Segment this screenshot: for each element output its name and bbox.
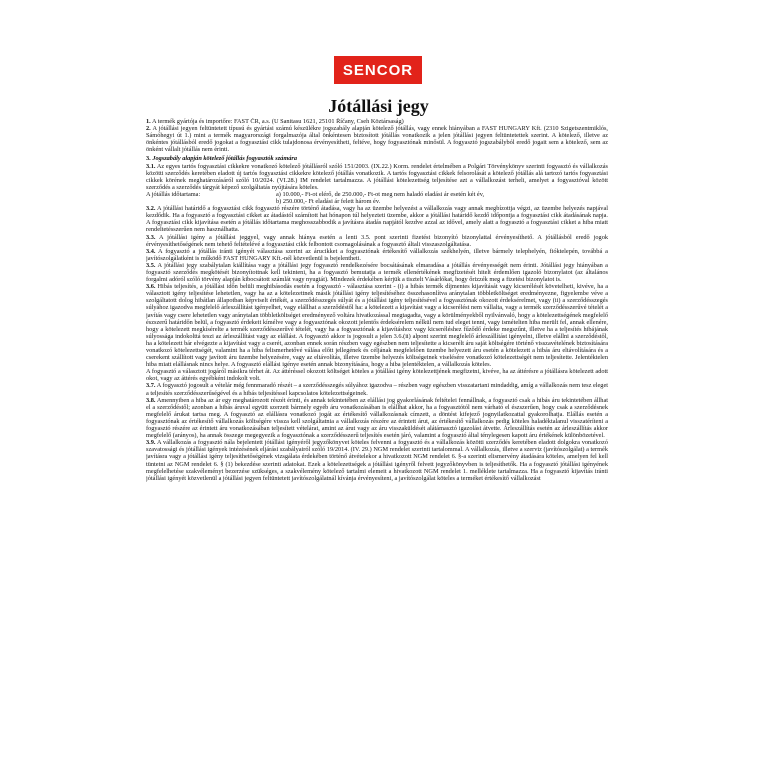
warranty-duration-b: b) 250.000,- Ft eladási ár felett három év. — [276, 198, 381, 206]
section-3-3 — [146, 234, 608, 248]
section-number: 3.8. — [146, 396, 156, 404]
section-3-1 — [146, 163, 608, 191]
section-text: A jótállási jegyen feltüntetett típusú és gyártási számú készülékre jogszabály alapján kötelező jótállás, vagy ennek hiányában a FAST HUNGARY Kft. (2310 Szigetszentmiklós, Sámóhegyi út 1.) mint a termék magyarországi forgalmazója által önkéntesen biztosított jótállás vonatkozik a jelen jótállási jegyen feltüntetettek szerint. A kötelező, illetve az önkéntes jótállásból eredő jogokat a fogyasztási cikk tulajdonosa érvényesítheti, feltéve, hogy fogyasztónak minősül. A fogyasztó jogszabályból eredő jogait sem a kötelező, sem az önként vállalt jótállás nem érinti. — [146, 125, 608, 154]
section-3-9 — [146, 439, 608, 482]
section-text: Amennyiben a hiba az ár egy meghatározott részét érinti, és annak tekintetében az elállási jog gyakorlásának feltételei fennállnak, a fogyasztó csak a hibás áru tekintetében állhat el a szerződéstől; azonban a hibás áruval együtt szerzett bármely egyéb áru vonatkozásában is elállhat akkor, ha a fogyasztótól nem várható el észszerűen, hogy csak a szerződésnek megfelelő árukat tartsa meg. A fogyasztó az elállásra vonatkozó jogát az értékesítő vállalkozásnak címzett, a döntést kifejező jognyilatkozattal gyakorolhatja. Elállás esetén a fogyasztónak az értékesítő vállalkozás költségére vissza kell szolgáltatnia a vállalkozás részére az érintett árut, az értékesítő vállalkozás pedig köteles haladéktalanul visszatéríteni a fogyasztó részére az érintett áru vonatkozásában teljesített vételárat, amint az árut vagy az áru visszaküldését alátámasztó igazolást átvette. Árleszállítás esetén az árleszállítás akkor megfelelő (arányos), ha annak összege megegyezik a fogyasztónak a szerződésszerű teljesítés esetén járó, valamint a fogyasztó által ténylegesen kapott áru értékének különbözetével. — [146, 396, 608, 440]
section-text: Hibás teljesítés, a jótállási időn belüli meghibásodás esetén a fogyasztó - választása szerint - (i) a hibás termék díjmentes kijavítását vagy kicserélését követelheti, kivéve, ha a választott igény teljesítése lehetetlen, vagy ha az a kötelezettnek másik jótállási igény teljesítéséhez összehasonlítva aránytalan többletköltséget eredményezne, figyelembe véve a szolgáltatott dolog hibátlan állapotban képviselt értékét, a szerződésszegés súlyát és a jótállási igény teljesítésével a fogyasztónak okozott érdeksérelmet, vagy (ii) a szerződésszegés súlyához igazodva megfelelő árleszállítást igényelhet, vagy elállhat a szerződéstől ha: a kötelezett a kijavítást vagy a kicserélést nem vállalta, vagy a termék szerződésszerűvé tételét a javítás vagy csere lehetetlen vagy aránytalan többletköltséget eredményező voltára hivatkozással megtagadta, vagy a körülményekből nyilvánvaló, hogy a kötelezettségének megfelelő észszerű határidőn belül, a fogyasztó érdekeit kímélve vagy a fogyasztónak okozott jelentős érdeksérelem nélkül nem tud eleget tenni, vagy ismételten hiba merült fel, annak ellenére, hogy a kötelezett megkísérelte a termék szerződésszerűvé tételét, vagy ha a fogyasztónak a kijavításhoz vagy kicseréléshez fűződő érdeke megszűnt, illetve ha a teljesítés hibájának súlyossága indokolttá teszi az árleszállítást vagy az elállást. A fogyasztó akkor is jogosult a jelen 3.6.(ii) alpont szerint megfelelő árleszállítást igényelni, illetve elállni a szerződéstől, ha a kötelezett bár elvégezte a kijavítást vagy a cserét, azonban ennek során részben vagy egészben nem teljesítette a kicserélt áru saját költségére történő visszavételének biztosítására vonatkozó kötelezettségét, valamint ha a hiba felismerhetővé válása előtt jellegének és céljának megfelelően üzembe helyezett áru esetén a kötelezett a hibás áru eltávolítására és a cserekent szállított vagy javított áru üzembe helyezésére, vagy az eltávolítás, illetve üzembe helyezés költségeinek viselésére vonatkozó kötelezettségét nem teljesítette. Jelentéktelen hiba miatt elállásnak nincs helye. A fogyasztó elállási igénye esetén annak bizonyítására, hogy a hiba jelentéktelen, a vállalkozás köteles. — [146, 283, 608, 369]
section-number: 3.7. — [146, 382, 156, 390]
section-text: A vállalkozás a fogyasztó nála bejelentett jótállási igényéről jegyzőkönyvet köteles felvenni a fogyasztó és a vállalkozás közötti szerződés keretében eladott dolgokra vonatkozó szavatossági és jótállási igények intézésének eljárási szabályairól szóló 19/2014. (IV. 29.) NGM rendelet szerinti tartalommal. A vállalkozás, illetve a szerviz (javítószolgálat) a termék javításra vagy a jótállási igény teljesíthetőségének vizsgálata érdekében történő átvételekor a hivatkozott NGM rendelet 6. §-a szerinti elismervény átadására köteles, amelyen fel kell tüntetni az NGM rendelet 6. § (1) bekezdése szerinti adatokat. Ezek a kötelezettségek a jótállási igényről felvett jegyzőkönyvben is teljesíthetők. Ha a fogyasztó jótállási igényének megfelelhetése szakvéleményt bezerzése szükséges, a szakvélemény kötelező tartalmi elemeit a hivatkozott NGM rendelet 1. melléklete tartalmazza. Ha a fogyasztó kijavítás iránti jótállási igényét közvetlenül a jótállási jegyen feltüntetett javítószolgálatnál kívánja érvényesíteni, a javítószolgálat köteles a terméket értékesítő vállalkozást — [146, 439, 608, 482]
logo-text: SENCOR — [342, 61, 414, 79]
section-3-8 — [146, 397, 608, 440]
section-2 — [146, 125, 608, 153]
section-text: Az egyes tartós fogyasztási cikkekre vonatkozó kötelező jótállásról szóló 151/2003. (IX.22.) Korm. rendelet értelmében a Polgári Törvénykönyv szerinti fogyasztó és vállalkozás közötti szerződés keretében eladott új tartós fogyasztási cikkekre kötelező jótállás vonatkozik. A tartós fogyasztási cikkek felsorolását a kötelező jótállás alá tartozó tartós fogyasztási cikkek körének meghatározásáról szóló 10/2024. (VI.28.) IM rendelet tartalmazza. A jótállási kötelezettség teljesítése azt a vállalkozást terheli, amelyet a fogyasztóval között szerződés a szerződés tárgyát képező szolgáltatás nyújtására köteles. — [146, 162, 608, 191]
section-3-6 — [146, 283, 608, 368]
section-number: 3.4. — [146, 247, 156, 255]
warranty-duration — [146, 191, 608, 198]
section-number: 3.5. — [146, 261, 156, 269]
section-3-heading — [146, 155, 608, 162]
section-text: A jótállási határidő a fogyasztási cikk fogyasztó részére történő átadása, vagy ha az üzembe helyezést a vállalkozás vagy annak megbízottja végzi, az üzembe helyezés napjával kezdődik. Ha a fogyasztó a fogyasztási cikket az átadástól számított hat hónapon túl helyezteti üzembe, akkor a jótállási határidő kezdő időpontja a fogyasztási cikk átadásának napja. A fogyasztási cikk kijavítása esetén a jótállás időtartama meghosszabbodik a javításra átadás napjától kezdve azzal az idővel, amely alatt a fogyasztó a fogyasztási cikket a hiba miatt rendeltetésszerűen nem használhatta. — [146, 205, 608, 234]
section-3-4 — [146, 248, 608, 262]
section-number: 3.1. — [146, 162, 156, 170]
warranty-duration-label: A jótállás időtartama: — [146, 190, 201, 198]
section-number: 3.6. — [146, 283, 156, 291]
sencor-logo — [334, 56, 422, 84]
section-3-2 — [146, 205, 608, 233]
section-number: 1. — [146, 118, 151, 125]
section-number: 3.9. — [146, 439, 156, 447]
document-body — [146, 118, 608, 748]
section-number: 3. — [146, 155, 151, 163]
section-text: A termék gyártója és importőre: FAST ČR, a.s. (U Sanitasu 1621, 25101 Říčany, Cseh Köztársaság) — [151, 118, 404, 125]
section-number: 3.3. — [146, 233, 156, 241]
section-3-7 — [146, 382, 608, 396]
section-text: A fogyasztó a jótállás iránti igényét választása szerint az árucikket a fogyasztónak értékesítő vállalkozás székhelyén, illetve bármely telephelyén, fióktelepén, továbbá a javítószolgálatként is működő FAST HUNGARY Kft.-nél közvetlenül is bejelentheti. — [146, 247, 608, 262]
warranty-duration-a: a) 10.000,- Ft-ot elérő, de 250.000,- Ft-ot meg nem haladó eladási ár esetén két év, — [276, 190, 485, 198]
section-text: A jótállási igény a jótállási jeggyel, vagy annak hiánya esetén a lenti 3.5. pont szerinti fizetést bizonyító bizonylattal érvényesíthető. A jótállásból eredő jogok érvényesíthetőségének nem tehető feltételévé a fogyasztási cikk felbontott csomagolásának a fogyasztó általi visszaszolgáltatása. — [146, 233, 608, 248]
section-number: 2. — [146, 125, 151, 133]
section-heading-text: Jogszabály alapján kötelező jótállás fogyasztók számára — [152, 155, 297, 163]
section-1 — [146, 118, 608, 125]
section-number: 3.2. — [146, 205, 156, 213]
section-3-5 — [146, 262, 608, 283]
logo-box — [334, 56, 422, 84]
section-text: A jótállási jegy szabálytalan kiállítása vagy a jótállási jegy fogyasztó rendelkezésére bocsátásának elmaradása a jótállás érvényességét nem érinti. Jótállási jegy hiányában a fogyasztó szerződés megkötését bizonyítottnak kell tekinteni, ha a fogyasztó bemutatja a termék ellenértékének megfizetését hitelt érdemlően igazoló bizonylatot (az általános forgalmi adóról szóló törvény alapján kibocsátott számlát vagy nyugtát). Mindezek érdekében kérjük a tisztelt Vásárlókat, hogy őrizzék meg a fizetési bizonylatot is. — [146, 261, 608, 284]
section-3-6-continued: A fogyasztó a választott jogáról másikra térhet át. Az áttéréssel okozott költséget köteles a jótállási igény kötelezettjének megfizetni, kivéve, ha az áttérésre a jótállásra kötelezett adott okot, vagy az áttérés egyébként indokolt volt. — [146, 368, 608, 383]
section-text: A fogyasztó jogosult a vételár még fennmaradó részét – a szerződésszegés súlyához igazodva – részben vagy egészben visszatartani mindaddig, amíg a vállalkozás nem tesz eleget a teljesítés szerződésszerűségével és a hibás teljesítéssel kapcsolatos kötelezettségeinek. — [146, 382, 608, 397]
page-title: Jótállási jegy — [328, 96, 429, 116]
